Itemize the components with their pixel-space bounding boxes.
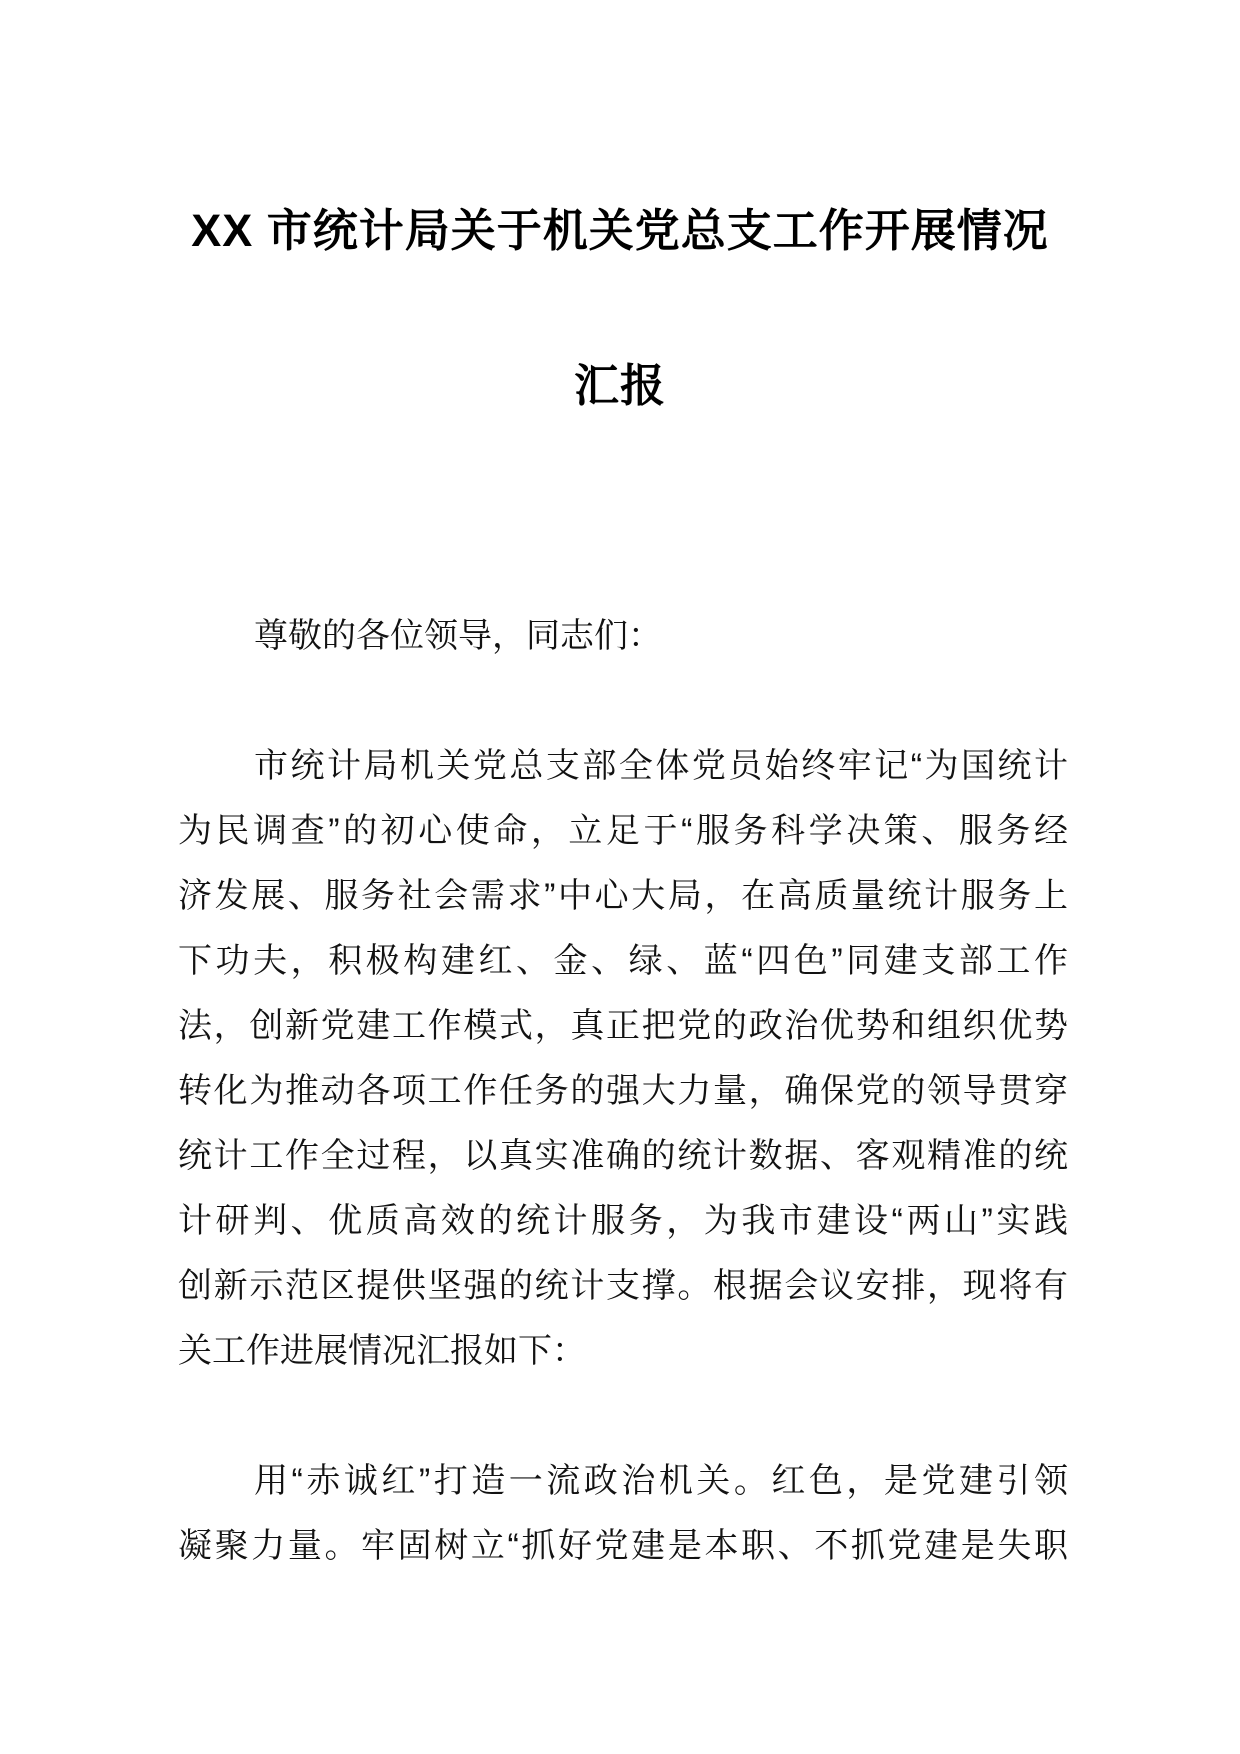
paragraph-1-line-6: 转化为推动各项工作任务的强大力量，确保党的领导贯穿	[178, 1072, 1068, 1110]
title-line-2: 汇报	[573, 360, 666, 411]
blank-line	[178, 669, 1068, 734]
salutation-line: 尊敬的各位领导，同志们：	[254, 617, 662, 655]
document-title	[0, 0, 1240, 463]
paragraph-1-line-2: 为民调查”的初心使命，立足于“服务科学决策、服务经	[178, 812, 1068, 850]
title-line-1: XX 市统计局关于机关党总支工作开展情况	[191, 205, 1049, 256]
paragraph-1-line-7: 统计工作全过程，以真实准确的统计数据、客观精准的统	[178, 1137, 1068, 1175]
paragraph-1-line-10: 关工作进展情况汇报如下：	[178, 1332, 586, 1370]
blank-line	[178, 1384, 1068, 1449]
paragraph-1-line-3: 济发展、服务社会需求”中心大局，在高质量统计服务上	[178, 877, 1068, 915]
paragraph-2-line-2: 凝聚力量。牢固树立“抓好党建是本职、不抓党建是失职	[178, 1527, 1068, 1565]
document-body	[178, 604, 1068, 1579]
paragraph-1-line-1: 市统计局机关党总支部全体党员始终牢记“为国统计	[254, 747, 1068, 785]
paragraph-1-line-8: 计研判、优质高效的统计服务，为我市建设“两山”实践	[178, 1202, 1068, 1240]
paragraph-1-line-9: 创新示范区提供坚强的统计支撑。根据会议安排，现将有	[178, 1267, 1068, 1305]
paragraph-1-line-4: 下功夫，积极构建红、金、绿、蓝“四色”同建支部工作	[178, 942, 1068, 980]
paragraph-2-line-1: 用“赤诚红”打造一流政治机关。红色，是党建引领	[254, 1462, 1068, 1500]
paragraph-1-line-5: 法，创新党建工作模式，真正把党的政治优势和组织优势	[178, 1007, 1068, 1045]
